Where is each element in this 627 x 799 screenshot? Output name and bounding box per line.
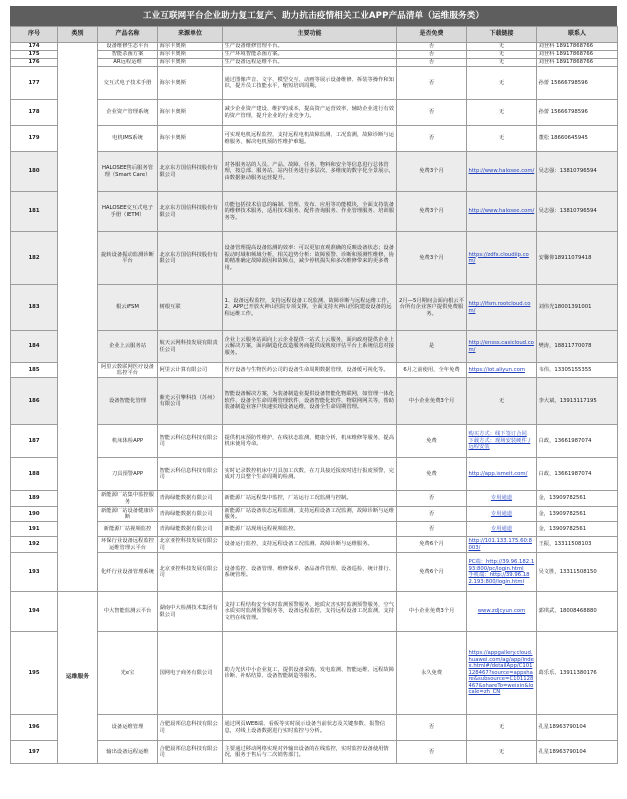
cell-main-function: 新能源厂站设备状态远程监测，支持远程设备工况监测，故障诊断与运维服务。 — [223, 507, 397, 522]
cell-main-function: 助力光伏中小企业复工，提供设备采购、发电监测、智能运维、远程故障诊断、补贴结算、设备智能制造等服务。 — [223, 632, 397, 715]
cell-source-unit: 智能云科信息科技有限公司 — [158, 458, 223, 491]
table-row — [11, 522, 618, 537]
cell-source-unit: 智能云科信息科技有限公司 — [158, 425, 223, 458]
cell-no: 179 — [11, 126, 58, 152]
cell-download-link — [467, 67, 537, 100]
download-link[interactable]: 购买方式：线下签订合同 — [468, 431, 527, 438]
download-link[interactable]: 手机端：http://39.96.182.193:800/login.html — [468, 572, 530, 585]
cell-contact: 孙蕾 15666798596 — [537, 67, 618, 100]
table-row — [11, 537, 618, 553]
cell-main-function: 生产环境智能杀菌方案。 — [223, 51, 397, 59]
cell-main-function: 减少企业资产建设、维护的成本，提高资产运营效率，辅助企业进行有效的资产管理，提升企业的行业竞争力。 — [223, 100, 397, 126]
cell-product-name: 新能源厂站集中监控服务 — [98, 491, 158, 507]
table-row — [11, 285, 618, 331]
cell-contact: 韦伟，13305155355 — [537, 363, 618, 378]
download-link[interactable]: 下载方式：现场安装硬件 / 远程安装 — [468, 437, 531, 451]
cell-product-name: AR远程运维 — [98, 59, 158, 67]
cell-download-link — [467, 51, 537, 59]
cell-main-function: 设备监控、设备管理、维修保养、备品备件管理、设备巡检、统计排行、系统管理。 — [223, 553, 397, 592]
download-link-none: 无 — [498, 59, 505, 66]
table-row — [11, 152, 618, 192]
download-link[interactable]: https://appgallery.cloud.huawei.com/ag/app/index.html#/detailApp/C101128467?source=appshare&subsource=C101128467&shareTo=weixin&locale=zh_CN — [468, 650, 534, 696]
cell-product-name: 设备维修生态平台 — [98, 43, 158, 51]
cell-no: 194 — [11, 592, 58, 632]
cell-is-free: 否 — [397, 100, 467, 126]
cell-product-name: 交互式电子技术手册 — [98, 67, 158, 100]
cell-contact: 吴文胜，13311508150 — [537, 553, 618, 592]
cell-no: 186 — [11, 378, 58, 425]
download-link[interactable]: https://iot.aliyun.com — [468, 366, 525, 373]
cell-contact: 吴志强：13810796594 — [537, 152, 618, 192]
cell-download-link — [467, 592, 537, 632]
download-link-none: 无 — [498, 109, 505, 116]
table-row — [11, 363, 618, 378]
cell-download-link — [467, 152, 537, 192]
cell-source-unit: 北京东方国信科技股份有限公司 — [158, 192, 223, 232]
cell-main-function: 设备管理提高设备监测的效率：可以更加直观准确的反映设备状态；设备振动时域和频域分析，相关趋势分析：故障预警、诊断和预测性维修，协助精准确定故障源因和故障点，减少停机损失和多次维修带来的更多费用。 — [223, 232, 397, 285]
cell-source-unit: 树根互联 — [158, 285, 223, 331]
cell-source-unit: 航天云网科技发展有限责任公司 — [158, 331, 223, 363]
cell-source-unit: 海尔卡奥斯 — [158, 100, 223, 126]
table-body — [11, 43, 618, 764]
cell-is-free: 否 — [397, 491, 467, 507]
table-row — [11, 378, 618, 425]
cell-is-free: 6月之前使用，全年免费 — [397, 363, 467, 378]
cell-download-link — [467, 363, 537, 378]
cell-is-free: 永久免费 — [397, 632, 467, 715]
cell-product-name: 设备运维管理 — [98, 715, 158, 741]
cell-no: 180 — [11, 152, 58, 192]
cell-source-unit: 阿里云计算有限公司 — [158, 363, 223, 378]
cell-no: 177 — [11, 67, 58, 100]
cell-download-link — [467, 507, 537, 522]
download-link-none: 无 — [498, 43, 505, 50]
cell-is-free: 免费3个月 — [397, 152, 467, 192]
cell-source-unit: 青海绿能数据有限公司 — [158, 491, 223, 507]
cell-product-name: HALOSEE售后服务管理（Smart Care） — [98, 152, 158, 192]
cell-main-function: 对各服务站的人员、产品、故障、任务、物料和安全等信息进行总体管理，按总部、服务站、站内任务进行多层次、多维度的数字化全景展示，由数据驱动服务运营提升。 — [223, 152, 397, 192]
cell-main-function: 医疗设备与生物医药公司的设备生命周期数据管理，设备缓可视化等。 — [223, 363, 397, 378]
cell-source-unit: 国网电子商务有限公司 — [158, 632, 223, 715]
table-row — [11, 59, 618, 67]
table-row — [11, 67, 618, 100]
cell-product-name: 输出设备远程运维 — [98, 741, 158, 764]
cell-contact: 白政，13661987074 — [537, 425, 618, 458]
cell-product-name: 设备智能化管理 — [98, 378, 158, 425]
cell-source-unit: 海尔卡奥斯 — [158, 43, 223, 51]
cell-no: 197 — [11, 741, 58, 764]
download-link[interactable]: 专用通道 — [490, 495, 513, 502]
cell-no: 187 — [11, 425, 58, 458]
cell-no: 189 — [11, 491, 58, 507]
cell-is-free: 是 — [397, 331, 467, 363]
cell-download-link — [467, 59, 537, 67]
table-row — [11, 100, 618, 126]
table-row — [11, 553, 618, 592]
cell-product-name: 企业上云服务站 — [98, 331, 158, 363]
cell-contact: 刘伟光18001391001 — [537, 285, 618, 331]
cell-product-name: 中大智能监测云平台 — [98, 592, 158, 632]
header-source-unit: 来源单位 — [158, 27, 223, 43]
cell-main-function: 新能源厂站现场远程视频监控。 — [223, 522, 397, 537]
cell-main-function: 支持工程结构安全实时监测预警服务，地质灾害实时监测预警服务，空气水质实时监测预警服务等，设备远程监控，支持远程设备工况监测，支持文档在线管理。 — [223, 592, 397, 632]
cell-main-function: 可实现电机远程监控，支持远程电机故障监测、工况监测，故障诊断与运维服务，解决电机预防性维护难题。 — [223, 126, 397, 152]
cell-product-name: 机床体检APP — [98, 425, 158, 458]
cell-download-link — [467, 100, 537, 126]
cell-no: 181 — [11, 192, 58, 232]
cell-download-link — [467, 491, 537, 507]
header-download-link: 下载链接 — [467, 27, 537, 43]
cell-is-free: 中小企业免费3个月 — [397, 378, 467, 425]
table-row — [11, 632, 618, 715]
cell-is-free: 免费3个月 — [397, 192, 467, 232]
cell-is-free: 免费3个月 — [397, 232, 467, 285]
cell-contact: 葛乐乐，13911380176 — [537, 632, 618, 715]
download-link-none: 无 — [498, 135, 505, 142]
cell-no: 190 — [11, 507, 58, 522]
cell-is-free: 否 — [397, 51, 467, 59]
download-link-none: 无 — [498, 397, 505, 404]
header-category: 类别 — [58, 27, 98, 43]
table-row — [11, 425, 618, 458]
cell-download-link — [467, 378, 537, 425]
header-no: 序号 — [11, 27, 58, 43]
cell-contact: 刘登科 18917868766 — [537, 59, 618, 67]
cell-contact: 王振，13311508103 — [537, 537, 618, 553]
download-link[interactable]: http://app.ismeit.com/ — [468, 470, 528, 477]
cell-no: 175 — [11, 51, 58, 59]
cell-main-function: 智能设备解决方案，为装备制造业提供设备智能化物联网，如管理一体化软件、设备全生命周期管理软件、设备智能化软件、物联网网关等，帮助装备制造业客户快速实现设备运维，设备全生命周期管理。 — [223, 378, 397, 425]
cell-no: 176 — [11, 59, 58, 67]
table-title: 工业互联网平台企业助力复工复产、助力抗击疫情相关工业APP产品清单（运维服务类） — [10, 6, 617, 26]
cell-no: 182 — [11, 232, 58, 285]
cell-source-unit: 北京东方国信科技股份有限公司 — [158, 232, 223, 285]
cell-no: 184 — [11, 331, 58, 363]
cell-main-function: 1、设备远程监控，支持远程设备工况监测、故障诊断与远程运维工作。 2、APP已开放火神山医院专项支撑，全面支持火神山医院建设设备的远程运维工作。 — [223, 285, 397, 331]
cell-contact: 白政，13661987074 — [537, 458, 618, 491]
cell-product-name: 阿里云数联网医疗设备监控平台 — [98, 363, 158, 378]
cell-source-unit: 合肥晨邦信息科技有限公司 — [158, 715, 223, 741]
table-row — [11, 43, 618, 51]
cell-is-free: 否 — [397, 126, 467, 152]
cell-main-function: 设备运行监控，支持远程设备工况监测、故障诊断与运维服务。 — [223, 537, 397, 553]
header-product-name: 产品名称 — [98, 27, 158, 43]
download-link[interactable]: www.zdjcyun.com — [477, 608, 526, 615]
cell-download-link — [467, 741, 537, 764]
cell-is-free: 否 — [397, 507, 467, 522]
cell-contact: 安馨仰18911079418 — [537, 232, 618, 285]
download-link[interactable]: 专用通道 — [490, 525, 513, 532]
cell-no: 178 — [11, 100, 58, 126]
cell-contact: 吴志强：13810796594 — [537, 192, 618, 232]
download-link[interactable]: http://www.halosee.com/ — [468, 208, 535, 215]
cell-main-function: 提供机床预防性维护，在线状态监测，健康分析，机床维修等服务，提高机床使用寿命。 — [223, 425, 397, 458]
table-row — [11, 51, 618, 59]
cell-is-free: 免费 — [397, 425, 467, 458]
cell-download-link — [467, 632, 537, 715]
cell-main-function: 生产设备远程运维平台。 — [223, 59, 397, 67]
cell-source-unit: 合肥晨邦信息科技有限公司 — [158, 741, 223, 764]
header-contact: 联系人 — [537, 27, 618, 43]
cell-download-link — [467, 285, 537, 331]
cell-main-function: 通过图像声音、文字、模型交互、动画等展示设备维修、拆装等操作和知识，提升员工技能水平，缩短培训周期。 — [223, 67, 397, 100]
cell-source-unit: 紫光云引擎科技（苏州）有限公司 — [158, 378, 223, 425]
cell-contact: 郭琪武，18008468880 — [537, 592, 618, 632]
table-row — [11, 715, 618, 741]
table-row — [11, 458, 618, 491]
download-link[interactable]: http://101.133.175.60:8003/ — [468, 538, 533, 551]
cell-source-unit: 海尔卡奥斯 — [158, 51, 223, 59]
cell-source-unit: 青海绿能数据有限公司 — [158, 507, 223, 522]
cell-source-unit: 北京亚控科技发展有限公司 — [158, 537, 223, 553]
cell-download-link — [467, 425, 537, 458]
cell-source-unit: 海尔卡奥斯 — [158, 126, 223, 152]
download-link-none: 无 — [498, 724, 505, 731]
cell-product-name: HALOSEE交互式电子手册（IETM） — [98, 192, 158, 232]
cell-contact: 刘登科 18917868766 — [537, 51, 618, 59]
table-row — [11, 507, 618, 522]
cell-main-function: 功能包括技术信息的编制、管理、发布、应用等功能模块，全面支持装备的维修技术服务，适用技术服务、配件查询服务、作业管理服务、培训服务等。 — [223, 192, 397, 232]
download-link[interactable]: http://ensss.casicloud.com/ — [468, 340, 534, 353]
cell-download-link — [467, 715, 537, 741]
table-row — [11, 232, 618, 285]
cell-download-link — [467, 553, 537, 592]
cell-contact: 董松 18660645945 — [537, 126, 618, 152]
cell-download-link — [467, 126, 537, 152]
download-link[interactable]: 专用通道 — [490, 510, 513, 517]
cell-contact: 孔星18963790104 — [537, 741, 618, 764]
download-link[interactable]: http://www.halosee.com/ — [468, 168, 535, 175]
cell-product-name: 光e宝 — [98, 632, 158, 715]
download-link-none: 无 — [498, 51, 505, 58]
cell-no: 195 — [11, 632, 58, 715]
product-table — [10, 26, 618, 764]
cell-main-function: 主要通过移动网络实现对外输出设备的在线监控，实时监控设备使用情况，服务于售后与二次销售部门。 — [223, 741, 397, 764]
cell-product-name: 根云iFSM — [98, 285, 158, 331]
cell-product-name: 电机IMS系统 — [98, 126, 158, 152]
cell-no: 192 — [11, 537, 58, 553]
cell-contact: 樊涛，18811770078 — [537, 331, 618, 363]
cell-source-unit: 青海绿能数据有限公司 — [158, 522, 223, 537]
cell-main-function: 企业上云服务站面向上云企业提供一站式上云服务，面向政府提供企业上云解决方案，面向制造化改造服务商提供成熟度评估平台上系统信息对接服务。 — [223, 331, 397, 363]
cell-is-free: 免费 — [397, 458, 467, 491]
cell-download-link — [467, 331, 537, 363]
download-link[interactable]: https://zdfx.cloudiip.com/ — [468, 251, 529, 264]
download-link-none: 无 — [498, 79, 505, 86]
cell-product-name: 企业资产管理系统 — [98, 100, 158, 126]
cell-is-free: 2月—5月期间会面向根云平台所有企业客户提供免费服务。 — [397, 285, 467, 331]
download-link[interactable]: http://ifsm.rootcloud.com/ — [468, 301, 531, 314]
cell-contact: 孙蕾 15666798596 — [537, 100, 618, 126]
cell-contact: 李大斌，13913117195 — [537, 378, 618, 425]
cell-contact: 金，13909782561 — [537, 522, 618, 537]
cell-is-free: 否 — [397, 741, 467, 764]
header-main-function: 主要功能 — [223, 27, 397, 43]
cell-product-name: 旋转设备振动监测诊断平台 — [98, 232, 158, 285]
cell-is-free: 否 — [397, 715, 467, 741]
header-row — [11, 27, 618, 43]
download-link-none: 无 — [498, 748, 505, 755]
cell-main-function: 新能源厂站远程集中监控，厂站运行工况监测与控制。 — [223, 491, 397, 507]
cell-download-link — [467, 458, 537, 491]
table-row — [11, 592, 618, 632]
cell-contact: 刘登科 18917868766 — [537, 43, 618, 51]
cell-no: 174 — [11, 43, 58, 51]
cell-download-link — [467, 537, 537, 553]
download-link[interactable]: PC端：http://39.96.182.193:800/pc/login.html — [468, 559, 535, 572]
table-row — [11, 491, 618, 507]
cell-product-name: 新能源厂站视频监控 — [98, 522, 158, 537]
cell-product-name: 智能杀菌方案 — [98, 51, 158, 59]
cell-no: 183 — [11, 285, 58, 331]
cell-product-name: 环保行业设备远程监控运维管理云平台 — [98, 537, 158, 553]
cell-no: 188 — [11, 458, 58, 491]
cell-category — [58, 43, 98, 592]
cell-contact: 金，13909782561 — [537, 491, 618, 507]
cell-download-link — [467, 232, 537, 285]
cell-download-link — [467, 522, 537, 537]
cell-is-free: 否 — [397, 67, 467, 100]
cell-no: 193 — [11, 553, 58, 592]
cell-no: 191 — [11, 522, 58, 537]
cell-category: 运维服务 — [58, 592, 98, 764]
table-row — [11, 741, 618, 764]
cell-source-unit: 湖南中大检测技术集团有限公司 — [158, 592, 223, 632]
cell-source-unit: 北京亚控科技发展有限公司 — [158, 553, 223, 592]
table-row — [11, 126, 618, 152]
table-row — [11, 331, 618, 363]
cell-no: 185 — [11, 363, 58, 378]
table-row — [11, 192, 618, 232]
cell-main-function: 生产设备维修管理平台。 — [223, 43, 397, 51]
cell-is-free: 否 — [397, 522, 467, 537]
cell-main-function: 实时记录数控机床中刀具加工次数，在刀具接近报废时进行报废预警，完成对刀具整个生命周期的检测。 — [223, 458, 397, 491]
cell-source-unit: 海尔卡奥斯 — [158, 59, 223, 67]
cell-no: 196 — [11, 715, 58, 741]
cell-product-name: 新能源厂站设备健康诊断 — [98, 507, 158, 522]
header-is-free: 是否免费 — [397, 27, 467, 43]
cell-product-name: 化纤行业设备管理系统 — [98, 553, 158, 592]
cell-contact: 金，13909782561 — [537, 507, 618, 522]
cell-is-free: 中小企业免费3个月 — [397, 592, 467, 632]
cell-main-function: 通过网页WEB端、看板等实时展示设备当前状态及关键参数、报警信息，对线上设备数据进行实时监控与分析。 — [223, 715, 397, 741]
cell-is-free: 否 — [397, 59, 467, 67]
cell-is-free: 否 — [397, 43, 467, 51]
cell-contact: 孔星18963790104 — [537, 715, 618, 741]
cell-download-link — [467, 43, 537, 51]
cell-download-link — [467, 192, 537, 232]
cell-is-free: 免费6个月 — [397, 553, 467, 592]
cell-source-unit: 北京东方国信科技股份有限公司 — [158, 152, 223, 192]
cell-is-free: 免费6个月 — [397, 537, 467, 553]
cell-source-unit: 海尔卡奥斯 — [158, 67, 223, 100]
cell-product-name: 刀具预警APP — [98, 458, 158, 491]
